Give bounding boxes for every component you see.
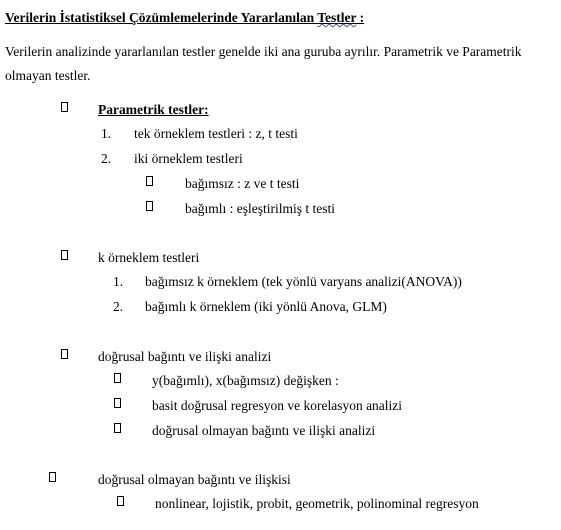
intro-line-1: Verilerin analizinde yararlanılan testler genelde iki ana guruba ayrılır. Parametrik ve Parametrik (5, 44, 522, 59)
sub-bullet-item: nonlinear, lojistik, probit, geometrik, polinominal regresyon (155, 496, 479, 511)
numbered-num: 2. (113, 299, 124, 314)
sub-bullet-item: doğrusal olmayan bağıntı ve ilişki analizi (152, 423, 376, 438)
numbered-item: iki örneklem testleri (134, 151, 243, 166)
bullet-icon (49, 472, 56, 482)
numbered-num: 1. (113, 274, 124, 289)
bullet-icon (146, 201, 153, 211)
section-heading-dogrusal-olmayan: doğrusal olmayan bağıntı ve ilişkisi (98, 472, 291, 487)
bullet-icon (61, 102, 68, 112)
title-tail: : (356, 10, 365, 25)
document-title (5, 11, 364, 25)
numbered-item: bağımlı k örneklem (iki yönlü Anova, GLM) (145, 299, 387, 314)
bullet-icon (117, 496, 124, 506)
numbered-num: 1. (101, 126, 112, 141)
section-heading-k-orneklem: k örneklem testleri (98, 250, 200, 265)
intro-line-2: olmayan testler. (5, 68, 91, 83)
bullet-icon (61, 349, 68, 359)
numbered-item: tek örneklem testleri : z, t testi (134, 126, 298, 141)
section-heading-parametrik: Parametrik testler: (98, 102, 209, 117)
sub-bullet-item: bağımlı : eşleştirilmiş t testi (185, 201, 335, 216)
sub-bullet-item: y(bağımlı), x(bağımsız) değişken : (152, 373, 339, 388)
sub-bullet-item: basit doğrusal regresyon ve korelasyon analizi (152, 398, 403, 413)
numbered-num: 2. (101, 151, 112, 166)
numbered-item: bağımsız k örneklem (tek yönlü varyans analizi(ANOVA)) (145, 274, 462, 289)
bullet-icon (146, 176, 153, 186)
title-squiggle-word: Testler (317, 10, 357, 25)
title-text: Verilerin İstatistiksel Çözümlemelerinde Yararlanılan (5, 10, 318, 25)
bullet-icon (61, 250, 68, 260)
bullet-icon (114, 398, 121, 408)
section-heading-dogrusal: doğrusal bağıntı ve ilişki analizi (98, 349, 272, 364)
bullet-icon (114, 423, 121, 433)
bullet-icon (114, 373, 121, 383)
sub-bullet-item: bağımsız : z ve t testi (185, 176, 300, 191)
